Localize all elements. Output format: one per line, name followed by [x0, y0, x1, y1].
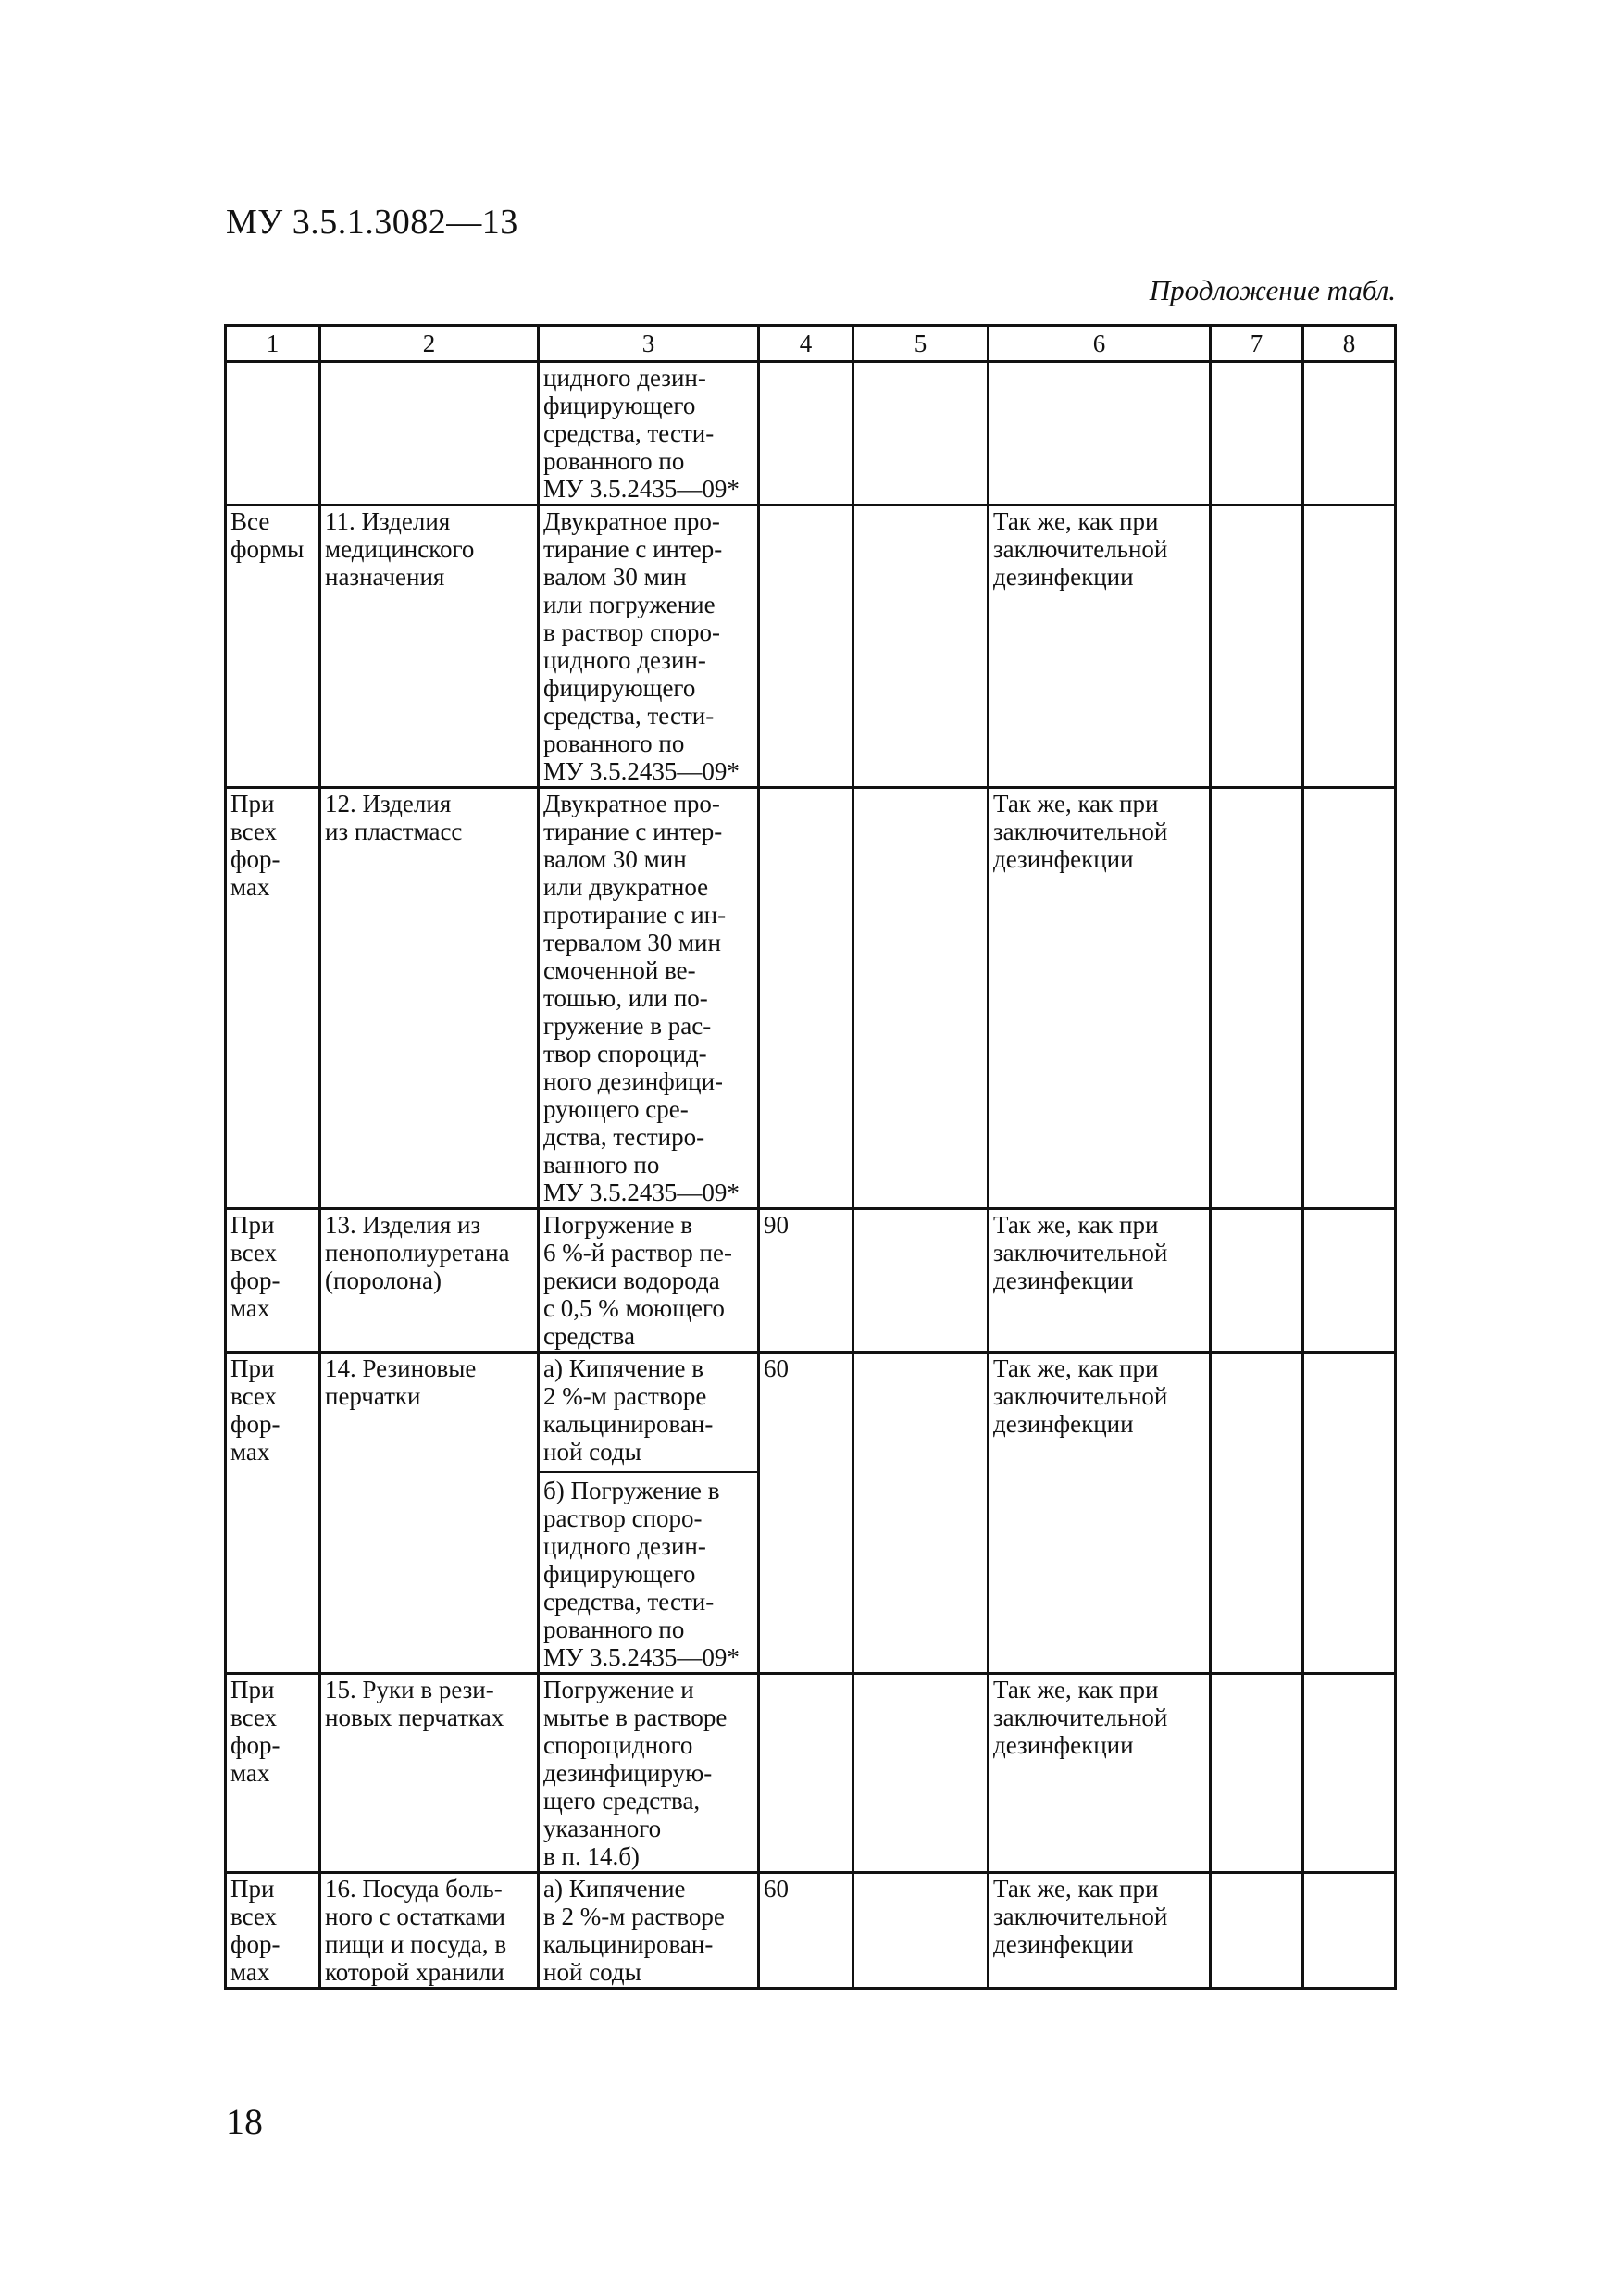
method-block	[543, 507, 754, 785]
cell-line: кальцинирован-	[543, 1410, 714, 1438]
cell-line: рующего сре-	[543, 1095, 689, 1123]
cell-line: Так же, как при	[993, 1354, 1159, 1382]
cell-col8	[1303, 1873, 1396, 1989]
cell-line: всех	[230, 1382, 278, 1410]
cell-line: фор-	[230, 1267, 280, 1294]
cell-line: дезинфекции	[993, 1731, 1134, 1759]
cell-form	[226, 1674, 320, 1873]
cell-line: ной соды	[543, 1438, 641, 1466]
cell-line: раствор споро-	[543, 1504, 703, 1532]
cell-line: перчатки	[325, 1382, 421, 1410]
cell-line: При	[230, 1211, 275, 1239]
cell-final-disinfection	[989, 505, 1211, 788]
cell-line: МУ 3.5.2435—09*	[543, 757, 740, 785]
column-header: 4	[759, 326, 853, 362]
cell-line: цидного дезин-	[543, 646, 706, 674]
cell-col5	[853, 1209, 989, 1353]
cell-line: Двукратное про-	[543, 507, 720, 535]
table-row	[226, 362, 1396, 505]
cell-line: дезинфекции	[993, 1410, 1134, 1438]
table-header-row	[226, 326, 1396, 362]
table-row	[226, 505, 1396, 788]
cell-line: указанного	[543, 1815, 662, 1842]
disinfection-table	[224, 324, 1397, 1990]
cell-line: При	[230, 1875, 275, 1903]
cell-line: 12. Изделия	[325, 790, 452, 817]
cell-line: в раствор споро-	[543, 618, 721, 646]
column-header: 1	[226, 326, 320, 362]
cell-line: Так же, как при	[993, 1875, 1159, 1903]
document-code: МУ 3.5.1.3082—13	[226, 203, 518, 242]
cell-line: всех	[230, 1703, 278, 1731]
column-header: 3	[539, 326, 759, 362]
cell-line: заключительной	[993, 1239, 1168, 1267]
cell-line: тирание с интер-	[543, 817, 723, 845]
cell-line: всех	[230, 1239, 278, 1267]
cell-line: протирание с ин-	[543, 901, 727, 929]
cell-method	[539, 1353, 759, 1674]
cell-col5	[853, 788, 989, 1209]
cell-line: фицирующего	[543, 674, 696, 702]
cell-col5	[853, 505, 989, 788]
cell-col8	[1303, 362, 1396, 505]
table-row	[226, 788, 1396, 1209]
cell-line: фор-	[230, 1731, 280, 1759]
cell-col8	[1303, 1209, 1396, 1353]
column-header: 6	[989, 326, 1211, 362]
cell-line: гружение в рас-	[543, 1012, 712, 1040]
cell-line: мах	[230, 1759, 270, 1787]
page-number: 18	[226, 2101, 263, 2142]
cell-col5	[853, 1873, 989, 1989]
cell-exposure: 60	[759, 1873, 853, 1989]
cell-final-disinfection	[989, 1873, 1211, 1989]
cell-line: средства, тести-	[543, 1588, 715, 1616]
cell-line: б) Погружение в	[543, 1477, 720, 1504]
cell-line: фор-	[230, 1410, 280, 1438]
cell-line: Погружение и	[543, 1676, 694, 1703]
cell-line: рованного по	[543, 730, 685, 757]
cell-line: фицирующего	[543, 1560, 696, 1588]
cell-object	[320, 1209, 539, 1353]
cell-exposure	[759, 788, 853, 1209]
cell-col5	[853, 1674, 989, 1873]
cell-line: валом 30 мин	[543, 563, 687, 591]
column-header: 2	[320, 326, 539, 362]
cell-col8	[1303, 788, 1396, 1209]
cell-line: мах	[230, 1438, 270, 1466]
cell-line: спороцидного	[543, 1731, 693, 1759]
cell-col7	[1211, 788, 1303, 1209]
cell-line: мытье в растворе	[543, 1703, 728, 1731]
cell-line: заключительной	[993, 535, 1168, 563]
cell-line: Погружение в	[543, 1211, 693, 1239]
cell-col7	[1211, 1353, 1303, 1674]
method-block	[543, 1354, 754, 1466]
cell-col5	[853, 362, 989, 505]
cell-final-disinfection	[989, 362, 1211, 505]
cell-exposure	[759, 362, 853, 505]
cell-line: ного с остатками	[325, 1903, 505, 1930]
cell-col8	[1303, 1353, 1396, 1674]
cell-line: Двукратное про-	[543, 790, 720, 817]
cell-line: Так же, как при	[993, 1676, 1159, 1703]
cell-line: в п. 14.б)	[543, 1842, 640, 1870]
column-header: 5	[853, 326, 989, 362]
cell-object	[320, 788, 539, 1209]
cell-object	[320, 505, 539, 788]
table-row	[226, 1353, 1396, 1674]
cell-line: назначения	[325, 563, 445, 591]
cell-line: Так же, как при	[993, 1211, 1159, 1239]
cell-col7	[1211, 1674, 1303, 1873]
cell-line: заключительной	[993, 1703, 1168, 1731]
cell-form	[226, 505, 320, 788]
cell-line: 16. Посуда боль-	[325, 1875, 503, 1903]
cell-object	[320, 1873, 539, 1989]
column-header: 7	[1211, 326, 1303, 362]
cell-method	[539, 1674, 759, 1873]
table-row	[226, 1209, 1396, 1353]
cell-col8	[1303, 1674, 1396, 1873]
table-row	[226, 1873, 1396, 1989]
cell-line: заключительной	[993, 1903, 1168, 1930]
cell-line: При	[230, 1354, 275, 1382]
cell-form	[226, 362, 320, 505]
cell-line: заключительной	[993, 1382, 1168, 1410]
table-body	[226, 362, 1396, 1989]
cell-line: тервалом 30 мин	[543, 929, 721, 956]
cell-object	[320, 1353, 539, 1674]
cell-line: или погружение	[543, 591, 716, 618]
cell-line: МУ 3.5.2435—09*	[543, 1643, 740, 1671]
cell-line: средства	[543, 1322, 636, 1350]
cell-line: дезинфекции	[993, 1267, 1134, 1294]
cell-final-disinfection	[989, 1209, 1211, 1353]
cell-line: рекиси водорода	[543, 1267, 720, 1294]
cell-col8	[1303, 505, 1396, 788]
cell-line: ванного по	[543, 1151, 660, 1179]
cell-col7	[1211, 505, 1303, 788]
cell-method	[539, 1209, 759, 1353]
cell-line: формы	[230, 535, 305, 563]
method-block	[543, 1676, 754, 1870]
cell-line: тирание с интер-	[543, 535, 723, 563]
cell-method	[539, 505, 759, 788]
cell-line: рованного по	[543, 447, 685, 475]
cell-line: средства, тести-	[543, 419, 715, 447]
cell-final-disinfection	[989, 1674, 1211, 1873]
cell-line: При	[230, 790, 275, 817]
method-block	[543, 1211, 754, 1350]
cell-line: мах	[230, 1294, 270, 1322]
method-block	[543, 1875, 754, 1986]
cell-line: дства, тестиро-	[543, 1123, 705, 1151]
cell-line: 14. Резиновые	[325, 1354, 477, 1382]
method-block	[540, 1471, 757, 1671]
cell-line: ной соды	[543, 1958, 641, 1986]
cell-line: рованного по	[543, 1616, 685, 1643]
cell-line: При	[230, 1676, 275, 1703]
cell-line: новых перчатках	[325, 1703, 504, 1731]
cell-exposure: 90	[759, 1209, 853, 1353]
cell-line: дезинфекции	[993, 563, 1134, 591]
cell-line: дезинфицирую-	[543, 1759, 713, 1787]
cell-method	[539, 788, 759, 1209]
cell-col7	[1211, 362, 1303, 505]
cell-exposure	[759, 505, 853, 788]
cell-final-disinfection	[989, 1353, 1211, 1674]
method-block	[543, 364, 754, 503]
cell-col7	[1211, 1873, 1303, 1989]
cell-form	[226, 1353, 320, 1674]
cell-line: валом 30 мин	[543, 845, 687, 873]
cell-line: Все	[230, 507, 270, 535]
cell-line: 15. Руки в рези-	[325, 1676, 494, 1703]
cell-object	[320, 362, 539, 505]
cell-method	[539, 362, 759, 505]
cell-line: а) Кипячение	[543, 1875, 686, 1903]
cell-exposure	[759, 1674, 853, 1873]
table-row	[226, 1674, 1396, 1873]
cell-line: фор-	[230, 845, 280, 873]
cell-line: смоченной ве-	[543, 956, 696, 984]
cell-line: из пластмасс	[325, 817, 463, 845]
cell-method	[539, 1873, 759, 1989]
cell-line: мах	[230, 873, 270, 901]
cell-line: кальцинирован-	[543, 1930, 714, 1958]
cell-line: тошью, или по-	[543, 984, 708, 1012]
cell-line: мах	[230, 1958, 270, 1986]
cell-line: или двукратное	[543, 873, 709, 901]
cell-line: 11. Изделия	[325, 507, 451, 535]
cell-line: (поролона)	[325, 1267, 442, 1294]
cell-line: Так же, как при	[993, 507, 1159, 535]
cell-object	[320, 1674, 539, 1873]
cell-line: фор-	[230, 1930, 280, 1958]
cell-exposure: 60	[759, 1353, 853, 1674]
cell-line: цидного дезин-	[543, 364, 706, 392]
cell-line: всех	[230, 1903, 278, 1930]
cell-form	[226, 1873, 320, 1989]
cell-line: 13. Изделия из	[325, 1211, 481, 1239]
cell-line: 2 %-м растворе	[543, 1382, 707, 1410]
cell-line: медицинского	[325, 535, 475, 563]
cell-line: с 0,5 % моющего	[543, 1294, 725, 1322]
cell-line: ного дезинфици-	[543, 1067, 724, 1095]
cell-line: дезинфекции	[993, 845, 1134, 873]
cell-col5	[853, 1353, 989, 1674]
cell-line: дезинфекции	[993, 1930, 1134, 1958]
cell-line: фицирующего	[543, 392, 696, 419]
cell-line: цидного дезин-	[543, 1532, 706, 1560]
table-continuation-label: Продложение табл.	[1149, 274, 1396, 306]
cell-line: МУ 3.5.2435—09*	[543, 1179, 740, 1206]
cell-line: заключительной	[993, 817, 1168, 845]
cell-line: всех	[230, 817, 278, 845]
column-header: 8	[1303, 326, 1396, 362]
cell-form	[226, 1209, 320, 1353]
method-block	[543, 790, 754, 1206]
cell-line: в 2 %-м растворе	[543, 1903, 725, 1930]
cell-line: твор спороцид-	[543, 1040, 707, 1067]
cell-line: а) Кипячение в	[543, 1354, 703, 1382]
cell-line: щего средства,	[543, 1787, 701, 1815]
cell-line: пищи и посуда, в	[325, 1930, 507, 1958]
cell-final-disinfection	[989, 788, 1211, 1209]
cell-line: 6 %-й раствор пе-	[543, 1239, 732, 1267]
cell-line: Так же, как при	[993, 790, 1159, 817]
cell-col7	[1211, 1209, 1303, 1353]
cell-line: которой хранили	[325, 1958, 504, 1986]
cell-line: пенополиуретана	[325, 1239, 510, 1267]
cell-form	[226, 788, 320, 1209]
cell-line: МУ 3.5.2435—09*	[543, 475, 740, 503]
cell-line: средства, тести-	[543, 702, 715, 730]
